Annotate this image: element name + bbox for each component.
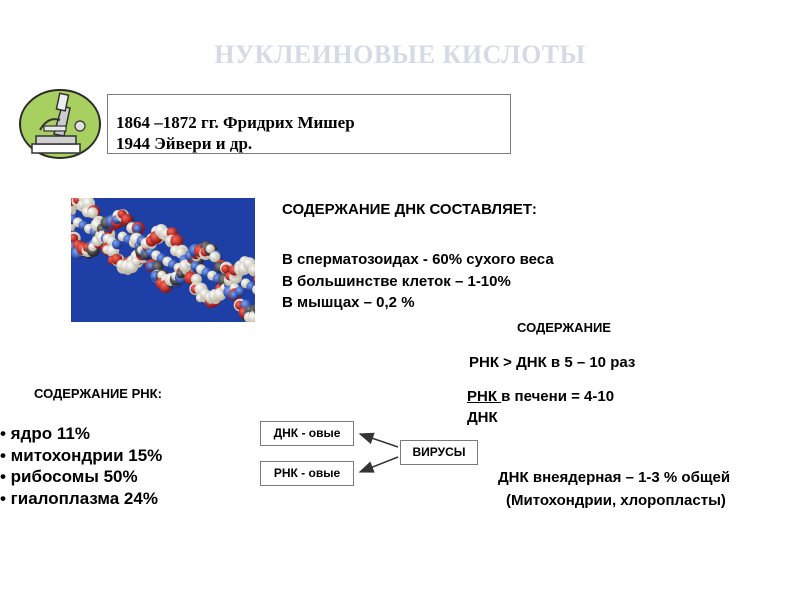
rna-dna-ratio: РНК > ДНК в 5 – 10 раз xyxy=(469,354,636,371)
viruses-box: ВИРУСЫ xyxy=(400,440,478,465)
liver-rna-label: РНК xyxy=(467,388,502,405)
dna-content-item: В сперматозоидах - 60% сухого веса xyxy=(282,251,554,268)
arrow-to-dna-viruses xyxy=(360,434,398,447)
rna-content-item: • митохондрии 15% xyxy=(0,445,163,465)
content-heading: СОДЕРЖАНИЕ xyxy=(517,320,611,335)
arrow-to-rna-viruses xyxy=(360,457,398,472)
rna-virus-box: РНК - овые xyxy=(260,461,354,486)
extranuclear-dna: ДНК внеядерная – 1-3 % общей xyxy=(498,469,731,486)
liver-ratio-text: в печени = 4-10 xyxy=(501,388,615,405)
dna-content-item: В большинстве клеток – 1-10% xyxy=(282,272,511,290)
dna-content-heading: СОДЕРЖАНИЕ ДНК СОСТАВЛЯЕТ: xyxy=(282,201,537,218)
history-line-2: 1944 Эйвери и др. xyxy=(116,134,253,153)
dna-content-item: В мышцах – 0,2 % xyxy=(282,294,415,311)
page-title: НУКЛЕИНОВЫЕ КИСЛОТЫ xyxy=(214,40,586,69)
rna-content-item: • рибосомы 50% xyxy=(0,467,138,486)
rna-content-heading: СОДЕРЖАНИЕ РНК: xyxy=(34,386,162,401)
liver-dna-label: ДНК xyxy=(467,409,498,426)
rna-content-item: • ядро 11% xyxy=(0,424,90,443)
history-line-1: 1864 –1872 гг. Фридрих Мишер xyxy=(116,113,355,132)
dna-virus-box: ДНК - овые xyxy=(260,421,354,446)
extranuclear-note: (Митохондрии, хлоропласты) xyxy=(506,492,726,509)
rna-content-item: • гиалоплазма 24% xyxy=(0,488,158,508)
